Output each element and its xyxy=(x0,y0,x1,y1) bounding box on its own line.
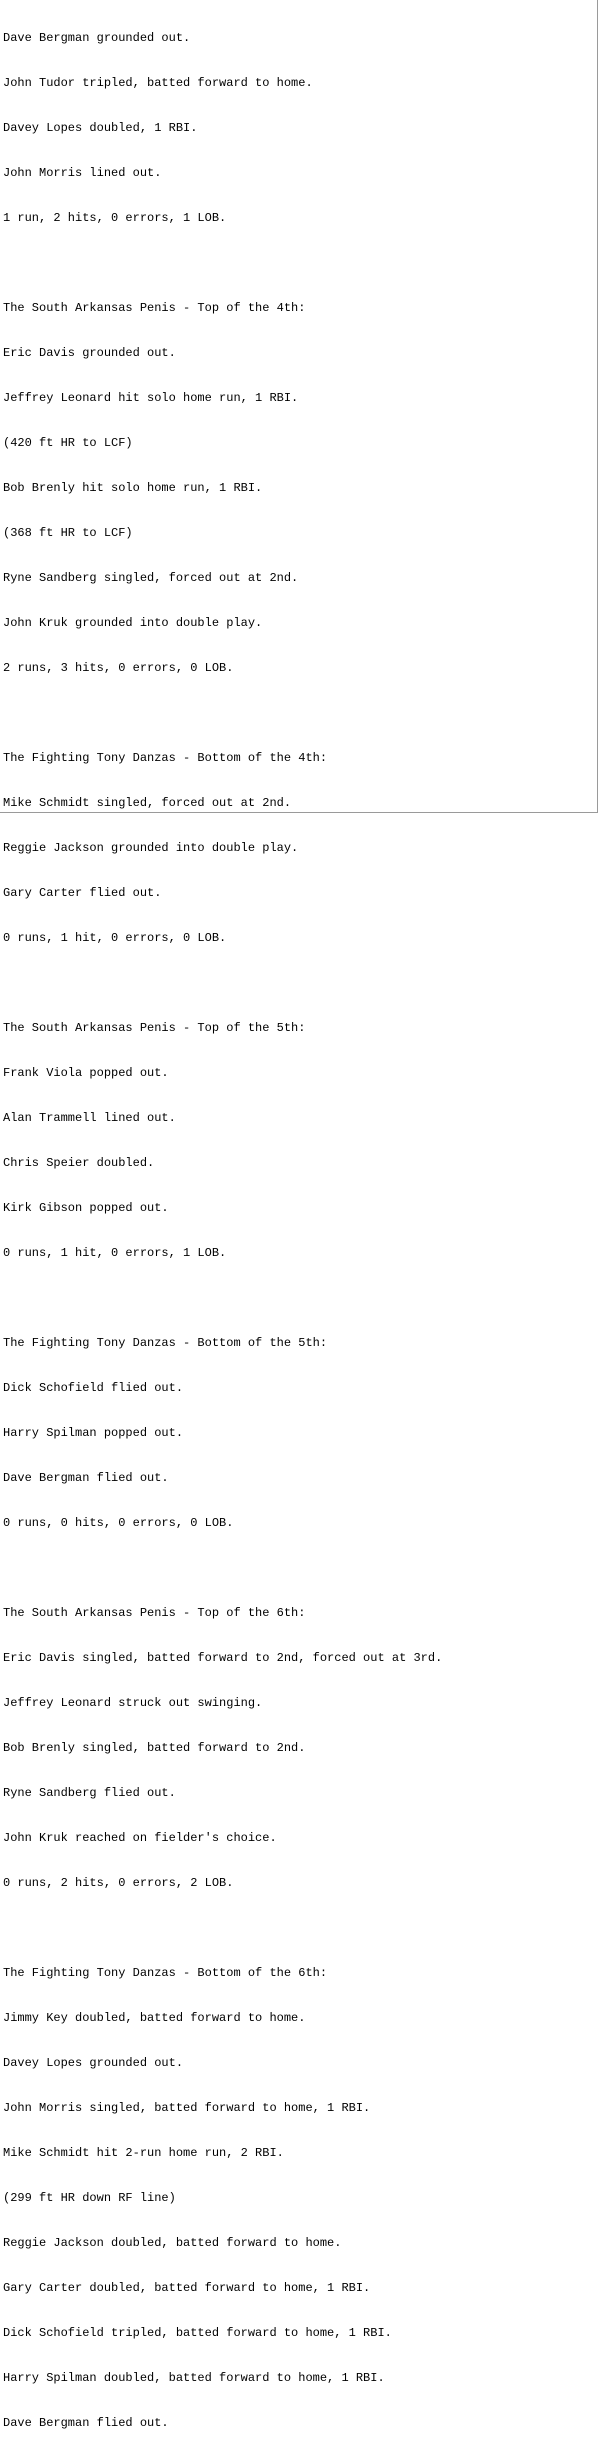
log-line: Jimmy Key doubled, batted forward to home. xyxy=(3,2011,306,2025)
log-line: Dave Bergman flied out. xyxy=(3,1471,169,1485)
play-by-play-log xyxy=(3,1,442,2461)
blank-line xyxy=(3,256,442,271)
blank-line xyxy=(3,1561,442,1576)
log-line: Reggie Jackson doubled, batted forward to home. xyxy=(3,2236,342,2250)
log-line: Davey Lopes grounded out. xyxy=(3,2056,184,2070)
log-line: John Tudor tripled, batted forward to home. xyxy=(3,76,313,90)
blank-line xyxy=(3,706,442,721)
log-line: Eric Davis grounded out. xyxy=(3,346,176,360)
log-line: Dave Bergman flied out. xyxy=(3,2416,169,2430)
inning-summary: 2 runs, 3 hits, 0 errors, 0 LOB. xyxy=(3,661,234,675)
log-line: Bob Brenly singled, batted forward to 2nd. xyxy=(3,1741,306,1755)
blank-line xyxy=(3,1921,442,1936)
log-line: Bob Brenly hit solo home run, 1 RBI. xyxy=(3,481,263,495)
log-line: Dick Schofield flied out. xyxy=(3,1381,184,1395)
log-line: Kirk Gibson popped out. xyxy=(3,1201,169,1215)
log-line: (368 ft HR to LCF) xyxy=(3,526,133,540)
inning-header: The South Arkansas Penis - Top of the 5th: xyxy=(3,1021,306,1035)
log-line: (299 ft HR down RF line) xyxy=(3,2191,176,2205)
log-line: Eric Davis singled, batted forward to 2nd, forced out at 3rd. xyxy=(3,1651,443,1665)
log-line: John Morris lined out. xyxy=(3,166,162,180)
log-line: Frank Viola popped out. xyxy=(3,1066,169,1080)
log-line: Dick Schofield tripled, batted forward to home, 1 RBI. xyxy=(3,2326,392,2340)
inning-summary: 1 run, 2 hits, 0 errors, 1 LOB. xyxy=(3,211,227,225)
log-line: John Kruk grounded into double play. xyxy=(3,616,263,630)
log-line: John Morris singled, batted forward to home, 1 RBI. xyxy=(3,2101,371,2115)
inning-summary: 0 runs, 0 hits, 0 errors, 0 LOB. xyxy=(3,1516,234,1530)
log-line: Mike Schmidt singled, forced out at 2nd. xyxy=(3,796,292,810)
log-line: Davey Lopes doubled, 1 RBI. xyxy=(3,121,198,135)
inning-header: The Fighting Tony Danzas - Bottom of the 5th: xyxy=(3,1336,328,1350)
inning-header: The Fighting Tony Danzas - Bottom of the 6th: xyxy=(3,1966,328,1980)
inning-summary: 0 runs, 1 hit, 0 errors, 1 LOB. xyxy=(3,1246,227,1260)
log-line: Harry Spilman doubled, batted forward to home, 1 RBI. xyxy=(3,2371,385,2385)
log-line: Harry Spilman popped out. xyxy=(3,1426,184,1440)
log-line: Jeffrey Leonard hit solo home run, 1 RBI. xyxy=(3,391,299,405)
inning-header: The South Arkansas Penis - Top of the 6th: xyxy=(3,1606,306,1620)
blank-line xyxy=(3,976,442,991)
inning-header: The South Arkansas Penis - Top of the 4th: xyxy=(3,301,306,315)
log-line: Reggie Jackson grounded into double play. xyxy=(3,841,299,855)
log-line: Dave Bergman grounded out. xyxy=(3,31,191,45)
log-line: Ryne Sandberg flied out. xyxy=(3,1786,176,1800)
log-line: John Kruk reached on fielder's choice. xyxy=(3,1831,277,1845)
log-line: Chris Speier doubled. xyxy=(3,1156,155,1170)
inning-header: The Fighting Tony Danzas - Bottom of the 4th: xyxy=(3,751,328,765)
log-line: (420 ft HR to LCF) xyxy=(3,436,133,450)
inning-summary: 0 runs, 1 hit, 0 errors, 0 LOB. xyxy=(3,931,227,945)
inning-summary: 0 runs, 2 hits, 0 errors, 2 LOB. xyxy=(3,1876,234,1890)
log-line: Mike Schmidt hit 2-run home run, 2 RBI. xyxy=(3,2146,284,2160)
log-line: Alan Trammell lined out. xyxy=(3,1111,176,1125)
log-line: Gary Carter doubled, batted forward to home, 1 RBI. xyxy=(3,2281,371,2295)
log-line: Gary Carter flied out. xyxy=(3,886,162,900)
log-line: Ryne Sandberg singled, forced out at 2nd. xyxy=(3,571,299,585)
log-line: Jeffrey Leonard struck out swinging. xyxy=(3,1696,263,1710)
blank-line xyxy=(3,1291,442,1306)
